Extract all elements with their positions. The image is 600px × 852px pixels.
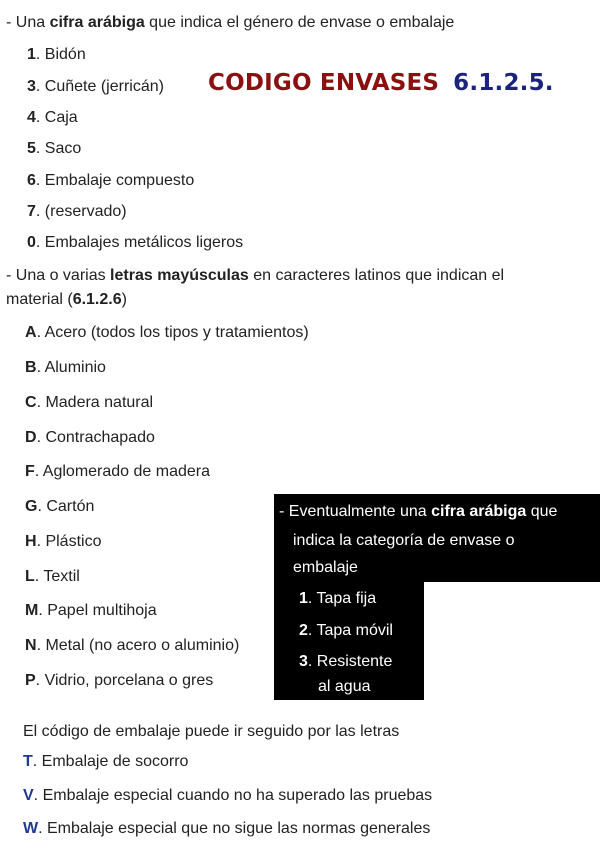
list-item: 5. Saco (27, 140, 82, 157)
list-item: 0. Embalajes metálicos ligeros (27, 234, 244, 251)
callout-line-1: - Eventualmente una cifra arábiga que (279, 503, 558, 520)
list-item: V. Embalaje especial cuando no ha superado las pruebas (23, 787, 433, 804)
list-item: G. Cartón (25, 498, 95, 515)
list-item: 6. Embalaje compuesto (27, 172, 195, 189)
section1-heading: - Una cifra arábiga que indica el género de envase o embalaje (6, 14, 455, 31)
callout-item: 2. Tapa móvil (299, 622, 393, 639)
list-item: N. Metal (no acero o aluminio) (25, 637, 240, 654)
callout-item-cont: al agua (318, 678, 371, 695)
list-item: 4. Caja (27, 109, 78, 126)
list-item: F. Aglomerado de madera (25, 463, 210, 480)
title-ref: 6.1.2.5. (453, 70, 554, 96)
list-item: H. Plástico (25, 533, 102, 550)
section3-intro: El código de embalaje puede ir seguido por las letras (23, 723, 400, 740)
list-item: B. Aluminio (25, 359, 106, 376)
list-item: D. Contrachapado (25, 429, 155, 446)
list-item: P. Vidrio, porcelana o gres (25, 672, 214, 689)
list-item: L. Textil (25, 568, 80, 585)
list-item: 7. (reservado) (27, 203, 127, 220)
list-item: T. Embalaje de socorro (23, 753, 189, 770)
page-title (208, 70, 554, 96)
list-item: A. Acero (todos los tipos y tratamientos) (25, 324, 309, 341)
title-main: CODIGO ENVASES (208, 70, 440, 96)
list-item: M. Papel multihoja (25, 602, 157, 619)
section2-heading: - Una o varias letras mayúsculas en caracteres latinos que indican el (6, 267, 505, 284)
list-item: W. Embalaje especial que no sigue las normas generales (23, 820, 431, 837)
callout-line-3: embalaje (293, 559, 358, 576)
list-item: C. Madera natural (25, 394, 154, 411)
callout-item: 1. Tapa fija (299, 590, 377, 607)
section2-heading-cont: material (6.1.2.6) (6, 291, 127, 308)
list-item: 3. Cuñete (jerricán) (27, 78, 164, 95)
list-item: 1. Bidón (27, 46, 86, 63)
callout-line-2: indica la categoría de envase o (293, 532, 515, 549)
callout-item: 3. Resistente (299, 653, 393, 670)
